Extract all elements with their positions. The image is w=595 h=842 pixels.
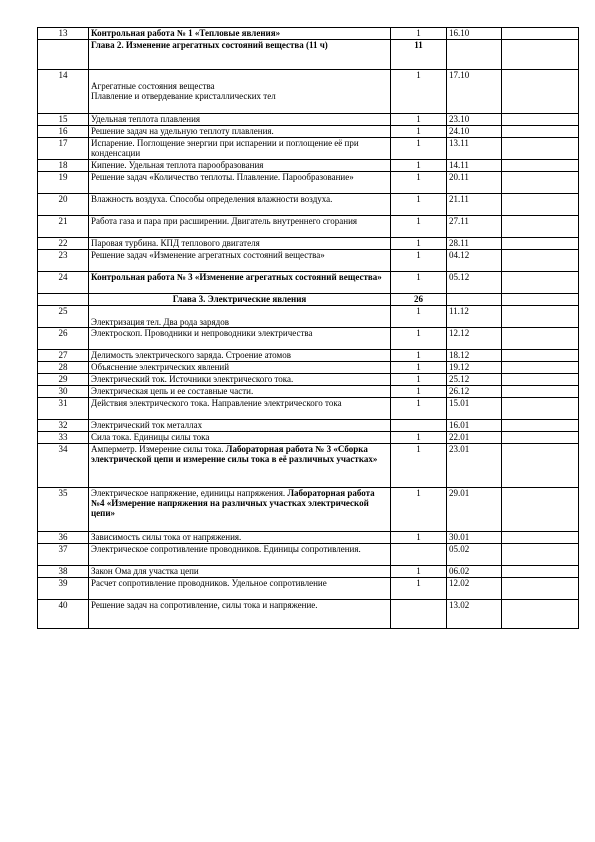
lesson-number: 23 xyxy=(38,250,89,272)
table-row xyxy=(38,238,579,250)
table-row xyxy=(38,194,579,216)
lesson-date: 23.01 xyxy=(447,444,502,488)
lesson-number xyxy=(38,40,89,70)
lesson-topic xyxy=(89,114,391,126)
lesson-topic-text: Решение задач «Количество теплоты. Плавление. Парообразование» xyxy=(91,172,354,182)
lesson-hours: 1 xyxy=(391,488,447,532)
lesson-number: 38 xyxy=(38,566,89,578)
lesson-topic-text: Закон Ома для участка цепи xyxy=(91,566,199,576)
empty-cell xyxy=(502,160,579,172)
empty-cell xyxy=(502,600,579,629)
lesson-topic xyxy=(89,578,391,600)
table-row xyxy=(38,398,579,420)
table-row xyxy=(38,432,579,444)
lesson-date: 04.12 xyxy=(447,250,502,272)
lesson-hours: 1 xyxy=(391,374,447,386)
lesson-topic xyxy=(89,70,391,114)
table-row xyxy=(38,362,579,374)
table-row xyxy=(38,350,579,362)
lesson-date: 22.01 xyxy=(447,432,502,444)
lesson-date: 05.02 xyxy=(447,544,502,566)
lesson-date: 26.12 xyxy=(447,386,502,398)
lesson-topic xyxy=(89,386,391,398)
empty-cell xyxy=(502,374,579,386)
lesson-topic-text: Решение задач «Изменение агрегатных состояний вещества» xyxy=(91,250,325,260)
lesson-topic xyxy=(89,250,391,272)
lesson-date: 25.12 xyxy=(447,374,502,386)
lesson-number: 36 xyxy=(38,532,89,544)
empty-cell xyxy=(502,532,579,544)
lesson-topic-text: Электрическое напряжение, единицы напряжения. Лабораторная работа №4 «Измерение напряжения на различных участках электрической цепи» xyxy=(91,488,375,518)
lesson-hours: 1 xyxy=(391,138,447,160)
lesson-date: 27.11 xyxy=(447,216,502,238)
empty-cell xyxy=(502,238,579,250)
lesson-hours: 1 xyxy=(391,160,447,172)
empty-cell xyxy=(502,444,579,488)
lesson-topic xyxy=(89,398,391,420)
lesson-number xyxy=(38,294,89,306)
lesson-topic-text: Паровая турбина. КПД теплового двигателя xyxy=(91,238,260,248)
table-row xyxy=(38,578,579,600)
empty-cell xyxy=(502,138,579,160)
lesson-hours: 1 xyxy=(391,386,447,398)
lesson-hours: 1 xyxy=(391,578,447,600)
lesson-topic-text: Электрический ток. Источники электрического тока. xyxy=(91,374,294,384)
lesson-topic-text: Кипение. Удельная теплота парообразования xyxy=(91,160,264,170)
lesson-topic xyxy=(89,172,391,194)
lesson-topic-text: Агрегатные состояния вещества Плавление и отвердевание кристаллических тел xyxy=(91,81,276,101)
lesson-number: 39 xyxy=(38,578,89,600)
lesson-number: 21 xyxy=(38,216,89,238)
lesson-date: 13.02 xyxy=(447,600,502,629)
empty-cell xyxy=(502,566,579,578)
lesson-number: 19 xyxy=(38,172,89,194)
lesson-topic xyxy=(89,138,391,160)
empty-cell xyxy=(502,194,579,216)
lesson-number: 37 xyxy=(38,544,89,566)
lesson-topic xyxy=(89,160,391,172)
table-row xyxy=(38,306,579,328)
lesson-topic xyxy=(89,544,391,566)
lesson-number: 14 xyxy=(38,70,89,114)
lesson-topic xyxy=(89,420,391,432)
lesson-number: 32 xyxy=(38,420,89,432)
lesson-topic-text: Объяснение электрических явлений xyxy=(91,362,230,372)
lesson-topic xyxy=(89,28,391,40)
empty-cell xyxy=(502,398,579,420)
table-row xyxy=(38,250,579,272)
lesson-topic-text: Электрическое сопротивление проводников. Единицы сопротивления. xyxy=(91,544,361,554)
lesson-date: 12.12 xyxy=(447,328,502,350)
lesson-number: 16 xyxy=(38,126,89,138)
lesson-number: 15 xyxy=(38,114,89,126)
lesson-topic-text: Сила тока. Единицы силы тока xyxy=(91,432,210,442)
table-row xyxy=(38,160,579,172)
lesson-hours: 1 xyxy=(391,328,447,350)
lesson-hours: 1 xyxy=(391,398,447,420)
lesson-number: 28 xyxy=(38,362,89,374)
lesson-topic xyxy=(89,600,391,629)
empty-cell xyxy=(502,28,579,40)
table-row xyxy=(38,386,579,398)
lesson-date: 16.01 xyxy=(447,420,502,432)
lesson-plan-body xyxy=(38,28,579,629)
lesson-topic-text: Электроскоп. Проводники и непроводники электричества xyxy=(91,328,313,338)
lesson-hours: 1 xyxy=(391,432,447,444)
lesson-topic xyxy=(89,306,391,328)
lesson-topic xyxy=(89,566,391,578)
empty-cell xyxy=(502,386,579,398)
lesson-date xyxy=(447,294,502,306)
lesson-date: 15.01 xyxy=(447,398,502,420)
lesson-number: 35 xyxy=(38,488,89,532)
lesson-hours: 1 xyxy=(391,350,447,362)
lesson-date xyxy=(447,40,502,70)
empty-cell xyxy=(502,578,579,600)
lesson-hours: 1 xyxy=(391,114,447,126)
lesson-hours: 26 xyxy=(391,294,447,306)
empty-cell xyxy=(502,488,579,532)
empty-cell xyxy=(502,70,579,114)
table-row xyxy=(38,444,579,488)
lesson-topic xyxy=(89,272,391,294)
table-row xyxy=(38,488,579,532)
lesson-topic-text: Электрическая цепь и ее составные части. xyxy=(91,386,254,396)
lesson-topic-text: Делимость электрического заряда. Строение атомов xyxy=(91,350,291,360)
table-row xyxy=(38,138,579,160)
lesson-topic-text: Влажность воздуха. Способы определения влажности воздуха. xyxy=(91,194,333,204)
lesson-hours: 1 xyxy=(391,194,447,216)
table-row xyxy=(38,114,579,126)
lesson-number: 40 xyxy=(38,600,89,629)
lesson-hours xyxy=(391,600,447,629)
empty-cell xyxy=(502,40,579,70)
lesson-topic xyxy=(89,374,391,386)
empty-cell xyxy=(502,328,579,350)
lesson-number: 31 xyxy=(38,398,89,420)
empty-cell xyxy=(502,272,579,294)
lesson-topic-text: Контрольная работа № 1 «Тепловые явления» xyxy=(91,28,281,38)
lab-work-title: Лабораторная работа № 3 «Сборка электрической цепи и измерение силы тока в её различных участках» xyxy=(91,444,378,464)
section-row xyxy=(38,40,579,70)
lesson-date: 16.10 xyxy=(447,28,502,40)
lesson-number: 22 xyxy=(38,238,89,250)
lesson-topic xyxy=(89,350,391,362)
lesson-date: 17.10 xyxy=(447,70,502,114)
lesson-hours: 1 xyxy=(391,532,447,544)
lesson-date: 13.11 xyxy=(447,138,502,160)
lesson-hours xyxy=(391,544,447,566)
lesson-hours: 1 xyxy=(391,566,447,578)
lesson-topic-text: Контрольная работа № 3 «Изменение агрегатных состояний вещества» xyxy=(91,272,382,282)
lesson-number: 18 xyxy=(38,160,89,172)
lesson-number: 24 xyxy=(38,272,89,294)
lesson-date: 30.01 xyxy=(447,532,502,544)
empty-cell xyxy=(502,294,579,306)
lesson-date: 14.11 xyxy=(447,160,502,172)
lesson-topic xyxy=(89,216,391,238)
lesson-hours: 1 xyxy=(391,306,447,328)
lesson-topic-text: Зависимость силы тока от напряжения. xyxy=(91,532,242,542)
lesson-topic-text: Работа газа и пара при расширении. Двигатель внутреннего сгорания xyxy=(91,216,358,226)
table-row xyxy=(38,216,579,238)
lesson-topic-text: Электрический ток металлах xyxy=(91,420,203,430)
empty-cell xyxy=(502,114,579,126)
table-row xyxy=(38,28,579,40)
lesson-plan-table xyxy=(37,27,579,629)
table-row xyxy=(38,126,579,138)
lesson-number: 33 xyxy=(38,432,89,444)
lesson-date: 23.10 xyxy=(447,114,502,126)
lesson-topic xyxy=(89,362,391,374)
empty-cell xyxy=(502,306,579,328)
lesson-number: 27 xyxy=(38,350,89,362)
lesson-topic xyxy=(89,432,391,444)
table-row xyxy=(38,544,579,566)
lesson-topic-text: Решение задач на удельную теплоту плавления. xyxy=(91,126,274,136)
lesson-date: 29.01 xyxy=(447,488,502,532)
lesson-number: 25 xyxy=(38,306,89,328)
table-row xyxy=(38,532,579,544)
lesson-date: 12.02 xyxy=(447,578,502,600)
lesson-date: 11.12 xyxy=(447,306,502,328)
lesson-topic-text: Испарение. Поглощение энергии при испарении и поглощение её при конденсации xyxy=(91,138,359,158)
empty-cell xyxy=(502,350,579,362)
empty-cell xyxy=(502,250,579,272)
lesson-hours: 1 xyxy=(391,172,447,194)
table-row xyxy=(38,70,579,114)
empty-cell xyxy=(502,216,579,238)
table-row xyxy=(38,328,579,350)
lesson-topic-text: Амперметр. Измерение силы тока. Лабораторная работа № 3 «Сборка электрической цепи и измерение силы тока в её различных участках» xyxy=(91,444,378,464)
lesson-date: 28.11 xyxy=(447,238,502,250)
lesson-topic xyxy=(89,126,391,138)
empty-cell xyxy=(502,544,579,566)
lesson-topic-text: Действия электрического тока. Направление электрического тока xyxy=(91,398,342,408)
lesson-date: 18.12 xyxy=(447,350,502,362)
lesson-date: 05.12 xyxy=(447,272,502,294)
table-row xyxy=(38,272,579,294)
lesson-topic xyxy=(89,194,391,216)
lesson-topic-text: Удельная теплота плавления xyxy=(91,114,201,124)
lesson-topic xyxy=(89,444,391,488)
lesson-topic-text: Расчет сопротивление проводников. Удельное сопротивление xyxy=(91,578,327,588)
section-title xyxy=(89,40,391,70)
lesson-hours: 1 xyxy=(391,216,447,238)
lesson-topic xyxy=(89,328,391,350)
table-row xyxy=(38,420,579,432)
table-row xyxy=(38,374,579,386)
lab-work-title: Лабораторная работа №4 «Измерение напряжения на различных участках электрической цепи» xyxy=(91,488,375,518)
lesson-number: 13 xyxy=(38,28,89,40)
lesson-date: 06.02 xyxy=(447,566,502,578)
lesson-hours: 1 xyxy=(391,28,447,40)
lesson-topic-text: Глава 2. Изменение агрегатных состояний вещества (11 ч) xyxy=(91,40,328,50)
lesson-hours xyxy=(391,420,447,432)
lesson-number: 30 xyxy=(38,386,89,398)
lesson-hours: 1 xyxy=(391,70,447,114)
section-row xyxy=(38,294,579,306)
lesson-number: 17 xyxy=(38,138,89,160)
lesson-topic-text: Электризация тел. Два рода зарядов xyxy=(91,317,230,327)
lesson-topic-text: Решение задач на сопротивление, силы тока и напряжение. xyxy=(91,600,318,610)
table-row xyxy=(38,566,579,578)
empty-cell xyxy=(502,420,579,432)
lesson-date: 20.11 xyxy=(447,172,502,194)
empty-cell xyxy=(502,172,579,194)
empty-cell xyxy=(502,126,579,138)
lesson-topic xyxy=(89,488,391,532)
lesson-number: 20 xyxy=(38,194,89,216)
lesson-date: 19.12 xyxy=(447,362,502,374)
lesson-number: 26 xyxy=(38,328,89,350)
lesson-hours: 1 xyxy=(391,362,447,374)
lesson-date: 21.11 xyxy=(447,194,502,216)
section-title xyxy=(89,294,391,306)
table-row xyxy=(38,600,579,629)
lesson-hours: 1 xyxy=(391,444,447,488)
lesson-topic-text: Глава 3. Электрические явления xyxy=(172,294,307,304)
lesson-topic xyxy=(89,238,391,250)
empty-cell xyxy=(502,362,579,374)
lesson-number: 29 xyxy=(38,374,89,386)
lesson-number: 34 xyxy=(38,444,89,488)
empty-cell xyxy=(502,432,579,444)
lesson-hours: 11 xyxy=(391,40,447,70)
lesson-hours: 1 xyxy=(391,238,447,250)
lesson-hours: 1 xyxy=(391,126,447,138)
lesson-topic xyxy=(89,532,391,544)
table-row xyxy=(38,172,579,194)
lesson-hours: 1 xyxy=(391,250,447,272)
lesson-date: 24.10 xyxy=(447,126,502,138)
lesson-hours: 1 xyxy=(391,272,447,294)
